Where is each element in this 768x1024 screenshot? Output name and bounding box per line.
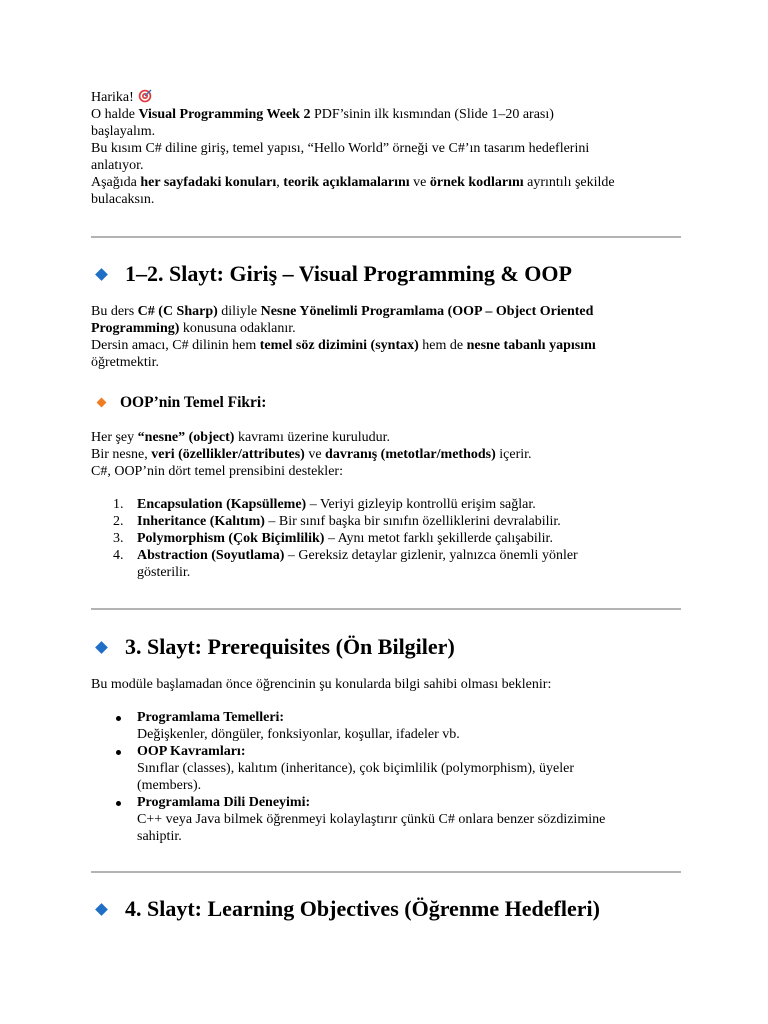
bullet-icon (116, 750, 121, 755)
blue-diamond-icon (95, 903, 108, 916)
document-page (91, 89, 681, 922)
intro-line: Bu kısım C# diline giriş, temel yapısı, “Hello World” örneği ve C#’ın tasarım hedeflerini (91, 141, 590, 156)
intro-line: bulacaksın. (91, 192, 155, 207)
orange-diamond-icon (97, 398, 107, 408)
section-body: Her şey “nesne” (object) kavramı üzerine kuruludur. Bir nesne, veri (özellikler/attributes) ve davranış (metotlar/methods) içerir. C#, OOP’nin dört temel prensibini destekler: (91, 430, 532, 479)
target-emoji-icon (138, 89, 152, 103)
bullet-icon (116, 716, 121, 721)
greeting-text: Harika! (91, 90, 134, 105)
section-heading: 3. Slayt: Prerequisites (Ön Bilgiler) (91, 634, 681, 660)
oop-principles-list (91, 496, 681, 581)
section-divider (91, 236, 681, 238)
list-item: Programlama Temelleri: Değişkenler, döngüler, fonksiyonlar, koşullar, ifadeler vb. (91, 709, 681, 743)
section-body: Bu ders C# (C Sharp) diliyle Nesne Yönelimli Programlama (OOP – Object Oriented Programming) konusuna odaklanır. Dersin amacı, C# dilinin hem temel söz dizimini (syntax) hem de nesne tabanlı yapısını öğretmektir. (91, 304, 596, 370)
prerequisites-list (91, 709, 681, 845)
section-divider (91, 871, 681, 873)
intro-line: anlatıyor. (91, 158, 144, 173)
intro-paragraph (91, 89, 681, 208)
blue-diamond-icon (95, 641, 108, 654)
sub-heading: OOP’nin Temel Fikri: (91, 393, 681, 412)
section-divider (91, 608, 681, 610)
list-item: 3. Polymorphism (Çok Biçimlilik) – Aynı metot farklı şekillerde çalışabilir. (113, 531, 553, 546)
intro-bold: Visual Programming Week 2 (138, 107, 311, 122)
intro-line: Aşağıda her sayfadaki konuları, teorik açıklamalarını ve örnek kodlarını ayrıntılı şekilde (91, 175, 615, 190)
list-item: Programlama Dili Deneyimi: C++ veya Java bilmek öğrenmeyi kolaylaştırır çünkü C# onlara benzer sözdizimine sahiptir. (91, 794, 681, 845)
list-item: 2. Inheritance (Kalıtım) – Bir sınıf başka bir sınıfın özelliklerini devralabilir. (113, 514, 561, 529)
section-body: Bu modüle başlamadan önce öğrencinin şu konularda bilgi sahibi olması beklenir: (91, 677, 552, 692)
list-item: 4. Abstraction (Soyutlama) – Gereksiz detaylar gizlenir, yalnızca önemli yönler gösterilir. (113, 548, 578, 580)
bullet-icon (116, 801, 121, 806)
intro-line: başlayalım. (91, 124, 156, 139)
section-heading: 4. Slayt: Learning Objectives (Öğrenme Hedefleri) (91, 896, 681, 922)
blue-diamond-icon (95, 268, 108, 281)
intro-line (91, 89, 681, 106)
list-item: 1. Encapsulation (Kapsülleme) – Veriyi gizleyip kontrollü erişim sağlar. (113, 497, 536, 512)
intro-line: O halde Visual Programming Week 2 PDF’sinin ilk kısmından (Slide 1–20 arası) (91, 107, 554, 122)
list-item: OOP Kavramları: Sınıflar (classes), kalıtım (inheritance), çok biçimlilik (polymorphism), üyeler (members). (91, 743, 681, 794)
section-heading: 1–2. Slayt: Giriş – Visual Programming & OOP (91, 261, 681, 287)
